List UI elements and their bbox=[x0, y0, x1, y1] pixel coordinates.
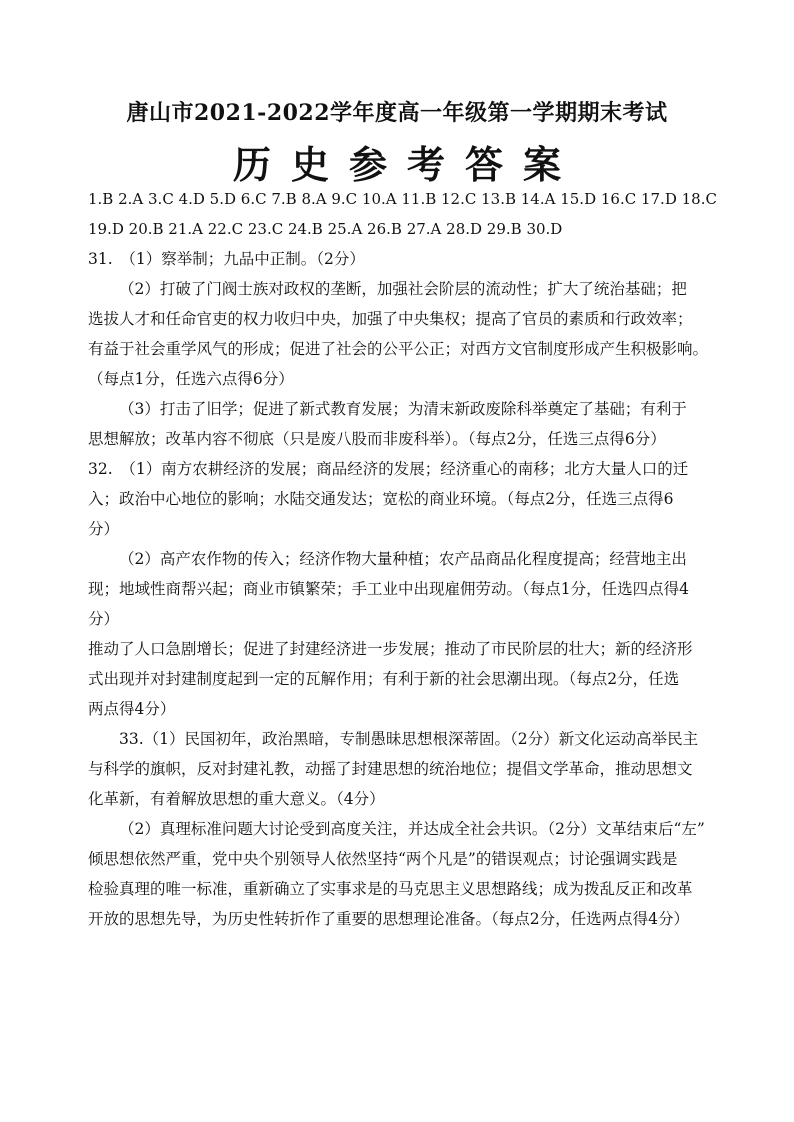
question-32-answer bbox=[88, 454, 708, 724]
q33-part2-line: 检验真理的唯一标准，重新确立了实事求是的马克思主义思想路线；成为拨乱反正和改革 bbox=[88, 880, 693, 898]
q32-part3-line: 两点得4分） bbox=[88, 700, 176, 718]
choice-answers-row-2: 19.D 20.B 21.A 22.C 23.C 24.B 25.A 26.B 27.A 28.D 29.B 30.D bbox=[88, 220, 563, 238]
q31-part3-line: （3）打击了旧学；促进了新式教育发展；为清末新政废除科举奠定了基础；有利于 bbox=[119, 400, 687, 418]
q33-part1-line: 与科学的旗帜，反对封建礼教，动摇了封建思想的统治地位；提倡文学革命，推动思想文 bbox=[88, 760, 693, 778]
q33-part2-line: （2）真理标准问题大讨论受到高度关注，并达成全社会共识。（2分）文革结束后“左” bbox=[119, 820, 705, 838]
choice-answers bbox=[88, 184, 717, 244]
q32-part2-line: （2）高产农作物的传入；经济作物大量种植；农产品商品化程度提高；经营地主出 bbox=[119, 550, 687, 568]
q33-part2-line: 倾思想依然严重，党中央个别领导人依然坚持“两个凡是”的错误观点；讨论强调实践是 bbox=[88, 850, 678, 868]
q31-part1: 31. （1）察举制；九品中正制。（2分） bbox=[88, 250, 365, 268]
answer-body bbox=[88, 184, 717, 934]
q31-part2-line: （2）打破了门阀士族对政权的垄断，加强社会阶层的流动性；扩大了统治基础；把 bbox=[119, 280, 687, 298]
q32-part2-line: 分） bbox=[88, 610, 120, 628]
document-title: 历史参考答案 bbox=[232, 142, 581, 187]
q33-part1-line: 33.（1）民国初年，政治黑暗，专制愚昧思想根深蒂固。（2分）新文化运动高举民主 bbox=[119, 730, 699, 748]
q32-part3-line: 式出现并对封建制度起到一定的瓦解作用；有利于新的社会思潮出现。（每点2分，任选 bbox=[88, 670, 680, 688]
q32-part1-line: 分） bbox=[88, 520, 120, 538]
q31-part3-line: 思想解放；改革内容不彻底（只是废八股而非废科举）。（每点2分，任选三点得6分） bbox=[88, 430, 666, 448]
q32-part3-line: 推动了人口急剧增长；促进了封建经济进一步发展；推动了市民阶层的壮大；新的经济形 bbox=[88, 640, 693, 658]
q32-part2-line: 现；地域性商帮兴起；商业市镇繁荣；手工业中出现雇佣劳动。（每点1分，任选四点得4 bbox=[88, 580, 689, 598]
question-31-answer bbox=[88, 244, 708, 454]
q31-part2-scoring: （每点1分，任选六点得6分） bbox=[88, 370, 294, 388]
q31-part2-line: 选拔人才和任命官吏的权力收归中央，加强了中央集权；提高了官员的素质和行政效率； bbox=[88, 310, 693, 328]
q32-part1-line: 32. （1）南方农耕经济的发展；商品经济的发展；经济重心的南移；北方大量人口的迁 bbox=[88, 460, 689, 478]
choice-answers-row-1: 1.B 2.A 3.C 4.D 5.D 6.C 7.B 8.A 9.C 10.A 11.B 12.C 13.B 14.A 15.D 16.C 17.D 18.C bbox=[88, 190, 717, 208]
q31-part2-line: 有益于社会重学风气的形成；促进了社会的公平公正；对西方文官制度形成产生积极影响。 bbox=[88, 340, 709, 358]
q33-part1-line: 化革新，有着解放思想的重大意义。（4分） bbox=[88, 790, 385, 808]
exam-title: 唐山市2021-2022学年度高一年级第一学期期末考试 bbox=[126, 100, 668, 126]
q33-part2-line: 开放的思想先导，为历史性转折作了重要的思想理论准备。（每点2分，任选两点得4分） bbox=[88, 910, 689, 928]
q32-part1-line: 入；政治中心地位的影响；水陆交通发达；宽松的商业环境。（每点2分，任选三点得6 bbox=[88, 490, 674, 508]
question-33-answer bbox=[88, 724, 708, 934]
